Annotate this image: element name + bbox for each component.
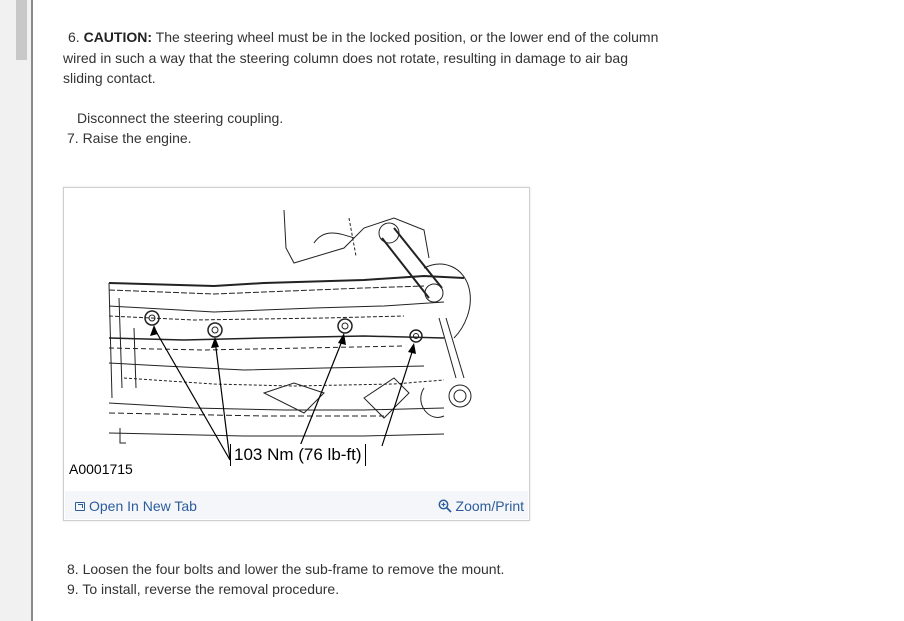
step-6-number: 6. [68, 29, 80, 45]
step-6-substep: Disconnect the steering coupling. [77, 110, 284, 126]
step-9: 9. To install, reverse the removal procedure. [67, 581, 340, 597]
open-in-new-tab-icon [75, 502, 85, 511]
open-in-new-tab-label: Open In New Tab [89, 498, 197, 514]
open-in-new-tab-link[interactable] [75, 498, 197, 514]
figure-card [63, 187, 530, 521]
subframe-diagram [64, 188, 529, 488]
caution-text-2: wired in such a way that the steering column does not rotate, resulting in damage to air bag [63, 50, 628, 66]
zoom-print-link[interactable] [438, 498, 524, 514]
caution-text-1: The steering wheel must be in the locked position, or the lower end of the column [152, 29, 659, 45]
torque-callout: 103 Nm (76 lb-ft) [230, 444, 366, 466]
figure-id: A0001715 [69, 461, 133, 477]
step-6-line-1 [68, 27, 658, 47]
step-8: 8. Loosen the four bolts and lower the sub-frame to remove the mount. [67, 561, 505, 577]
caution-label: CAUTION: [83, 29, 153, 45]
left-gutter [0, 0, 33, 621]
zoom-icon [438, 499, 452, 513]
zoom-print-label: Zoom/Print [455, 498, 524, 514]
caution-text-3: sliding contact. [63, 70, 156, 86]
figure-toolbar [65, 491, 528, 519]
scrollbar-thumb[interactable] [16, 0, 27, 60]
step-7: 7. Raise the engine. [67, 130, 192, 146]
